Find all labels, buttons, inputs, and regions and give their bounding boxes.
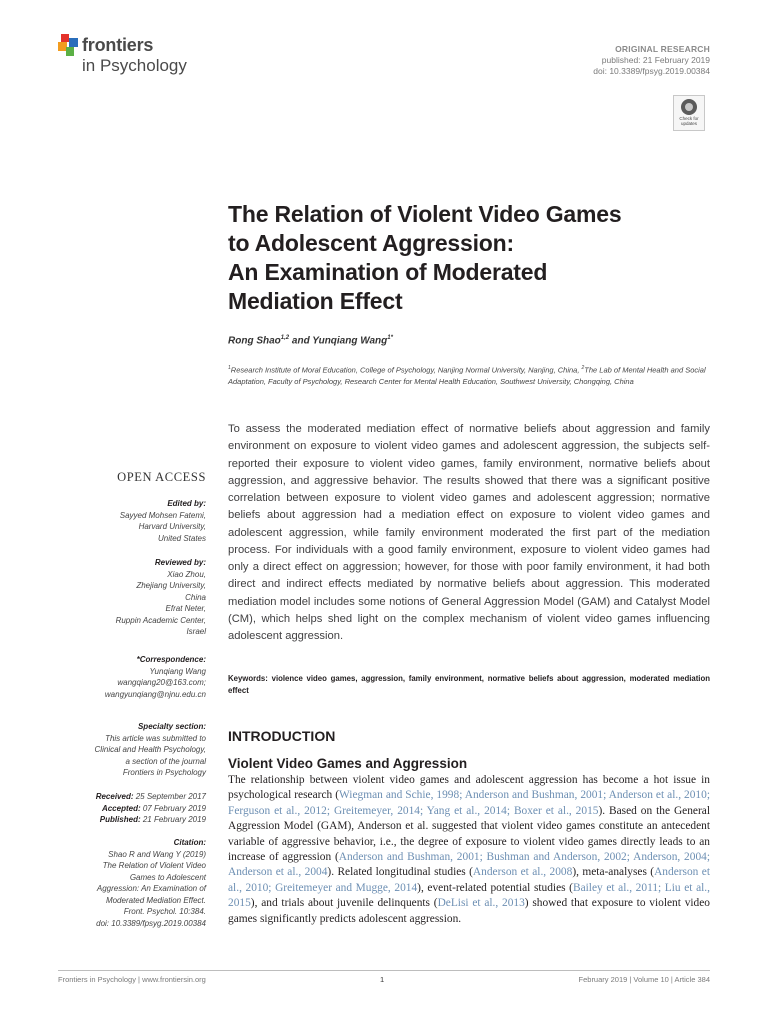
journal-logo[interactable] [58,34,208,82]
keywords: Keywords: violence video games, aggression, family environment, normative beliefs about aggression, moderated mediation effect [228,674,710,695]
section-heading: INTRODUCTION [228,728,336,744]
article-dates: Received: 25 September 2017 Accepted: 07 February 2019 Published: 21 February 2019 [95,792,206,824]
open-access-label: OPEN ACCESS [117,470,206,484]
correspondence: *Correspondence: Yunqiang Wang wangqiang20@163.com; wangyunqiang@njnu.edu.cn [60,654,206,700]
page-number: 1 [380,975,385,984]
footer-issue: February 2019 | Volume 10 | Article 384 [578,975,710,984]
doi[interactable]: doi: 10.3389/fpsyg.2019.00384 [593,66,710,76]
affiliations: $^1$Research Institute of Moral Education, College of Psychology, Nanjing Normal University, Nanjing, China, $^2$The Lab of Mental Health and Social Adaptation, Faculty of Psychology, Research Center for Mental Health Education, Southwest University, Chongqing, China [228,365,706,386]
author-list: Rong Shao$^{1,2}$ and Yunqiang Wang$^{1*}$ [228,335,393,347]
abstract: To assess the moderated mediation effect of normative beliefs about aggression and family environment on exposure to violent video games and adolescent aggression, the subjects self-reported their exposure to violent video games, family environment, normative beliefs about aggression, and aggressive behavior. The results showed that there was a significant positive correlation between exposure to violent video games and adolescent aggression; normative beliefs about aggression had a mediation effect on exposure to violent video games and adolescent aggression, while family environment moderated the first part of the mediation process. For individuals with a good family environment, exposure to violent video games had only a direct effect on aggression; however, for those with poor family environment, it had both direct and indirect effects mediated by normative beliefs about aggression. This moderated mediation model includes some notions of General Aggression Model (GAM) and Catalyst Model (CM), which helps shed light on the complex mechanism of violent video games influencing adolescent aggression. [228,423,710,642]
check-for-updates-badge[interactable] [673,95,705,131]
email-link[interactable]: wangqiang20@163.com; [117,678,206,687]
footer-journal[interactable]: Frontiers in Psychology | www.frontiersin.org [58,975,206,984]
citation-link[interactable]: DeLisi et al., 2013 [437,897,525,910]
citation-link[interactable]: Wiegman and Schie, 1998; Anderson and Bushman, 2001; Anderson et al., 2010; Ferguson et al., 2012; Greitemeyer, 2014; Yang et al., 2014; Boxer et al., 2015 [228,789,710,817]
badge-text: Check for updates [679,116,699,126]
specialty-section: Specialty section: This article was submitted to Clinical and Health Psychology, a section of the journal Frontiers in Psychology [94,722,206,777]
doi-link[interactable]: doi: 10.3389/fpsyg.2019.00384 [96,918,206,928]
published-date: published: 21 February 2019 [601,55,710,65]
article-type: ORIGINAL RESEARCH [615,44,710,54]
reviewed-by: Reviewed by: Xiao Zhou, Zhejiang University, China Efrat Neter, Ruppin Academic Center, Israel [115,558,206,636]
body-paragraph: The relationship between violent video games and adolescent aggression has become a hot issue in psychological research (Wiegman and Schie, 1998; Anderson and Bushman, 2001; Anderson et al., 2010; Ferguson et al., 2012; Greitemeyer, 2014; Yang et al., 2014; Boxer et al., 2015). Based on the General Aggression Model (GAM), Anderson et al. suggested that violent video games constitute an antecedent variable of aggressive behavior, i.e., the degree of exposure to violent video games directly leads to an increase of aggression (Anderson and Bushman, 2001; Bushman and Anderson, 2002; Anderson, 2004; Anderson et al., 2004). Related longitudinal studies (Anderson et al., 2008), meta-analyses (Anderson et al., 2010; Greitemeyer and Mugge, 2014), event-related potential studies (Bailey et al., 2011; Liu et al., 2015), and trials about juvenile delinquents (DeLisi et al., 2013) showed that exposure to violent video games significantly predicts adolescent aggression. [228,774,710,925]
article-title: The Relation of Violent Video Games to Adolescent Aggression: An Examination of Moderated Mediation Effect [228,201,622,314]
footer-divider [58,970,710,971]
logo-text-journal: in Psychology [82,56,187,75]
author-name[interactable]: Rong Shao [228,335,281,347]
logo-text-frontiers: frontiers [82,35,154,55]
citation-link[interactable]: Anderson et al., 2008 [472,866,573,879]
edited-by: Edited by: Sayyed Mohsen Fatemi, Harvard University, United States [119,499,206,543]
email-link[interactable]: wangyunqiang@njnu.edu.cn [104,689,206,699]
citation-link[interactable]: Bailey et al., 2011; Liu et al., 2015 [228,881,710,910]
article-header-info [593,44,710,77]
check-updates-icon [681,99,697,115]
citation-link[interactable]: Anderson and Bushman, 2001; Bushman and Anderson, 2002; Anderson, 2004; Anderson et al., 2004 [228,851,710,879]
frontiers-logo-icon [58,34,80,58]
subsection-heading: Violent Video Games and Aggression [228,756,468,771]
citation: Citation: Shao R and Wang Y (2019) The Relation of Violent Video Games to Adolescent Aggression: An Examination of Moderated Mediation Effect. Front. Psychol. 10:384. doi: 10.3389/fpsyg.2019.00384 [60,837,206,929]
citation-link[interactable]: Anderson et al., 2010; Greitemeyer and Mugge, 2014 [228,866,710,894]
author-name[interactable]: Yunqiang Wang [312,335,388,347]
